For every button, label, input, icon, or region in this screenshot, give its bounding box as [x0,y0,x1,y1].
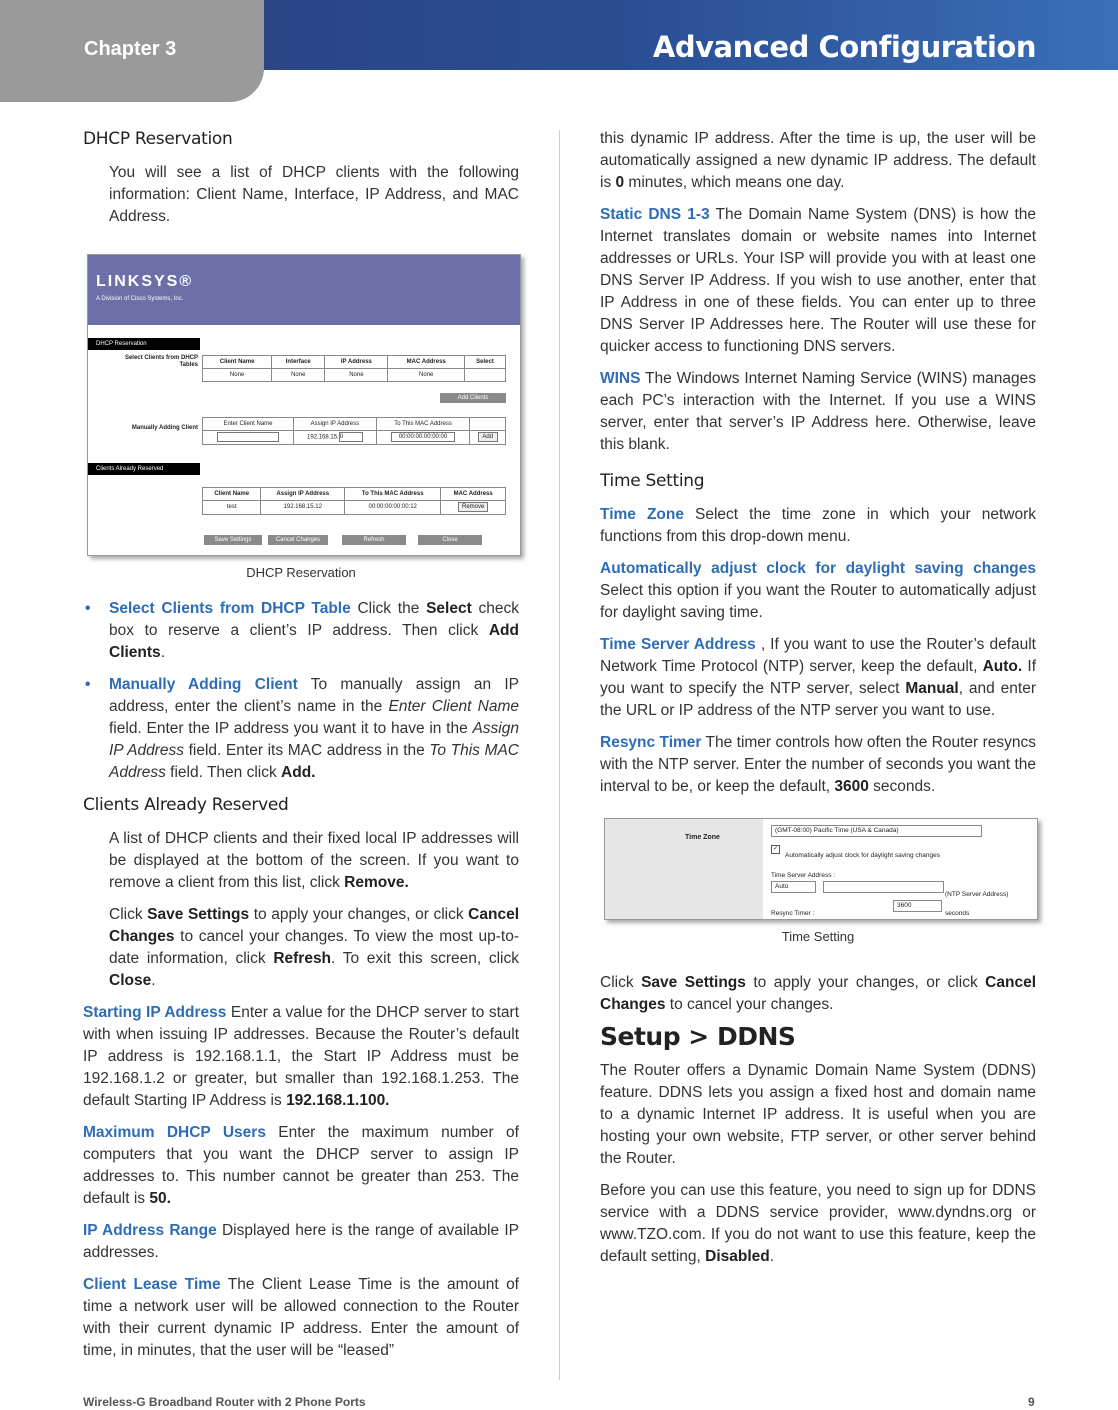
term-resync-timer: Resync Timer [600,734,702,751]
remove-button[interactable]: Remove [458,502,488,512]
heading-time-setting: Time Setting [600,471,705,491]
text: Enter the maximum number of computers that you want the DHCP server to assign IP addresses to. This number cannot be greater than 253. The default is [83,1124,519,1207]
chapter-label: Chapter 3 [84,38,177,60]
para-time-zone [600,504,1036,548]
add-clients-button[interactable]: Add Clients [440,393,506,403]
resync-timer-unit: seconds [945,910,970,917]
bar-dhcp-reservation: DHCP Reservation [88,338,200,350]
caption-time-setting: Time Setting [781,929,855,944]
term-wins: WINS [600,370,641,387]
cancel-changes-button[interactable]: Cancel Changes [268,535,328,545]
cell-add-button [470,431,506,445]
para-lease-time [83,1274,519,1362]
bold-text: Disabled [705,1248,770,1265]
text: If you want to specify the NTP server, select [600,658,1036,697]
col-select: Select [464,356,505,369]
label-time-zone: Time Zone [685,834,720,841]
text: . [769,1248,775,1265]
italic-text: Assign IP Address [109,720,519,759]
para-lease-cont [600,128,1036,194]
heading-clients-reserved: Clients Already Reserved [83,795,289,815]
col-res-mac: To This MAC Address [345,488,441,501]
cell-mac-input [376,431,470,445]
col-assign-ip: Assign IP Address [294,418,377,431]
text: field. Then click [165,764,282,781]
text: field. Enter its MAC address in the [183,742,430,759]
cell-ip-address: None [325,369,388,382]
text: The timer controls how often the Router resyncs with the NTP server. Enter the number of seconds you want the interval to be, or keep the default, [600,734,1036,795]
text: to apply your changes, or click [745,974,986,991]
para-time-server [600,634,1036,722]
time-server-label: Time Server Address : [771,872,836,879]
mac-address-input[interactable]: 00:00:00:00:00:00 [391,432,455,442]
text: this dynamic IP address. After the time is up, the user will be automatically assigned a new dynamic IP address. The default is [600,130,1036,191]
term-lease-time: Client Lease Time [83,1276,221,1293]
auto-adjust-label: Automatically adjust clock for daylight saving changes [785,852,940,859]
text: to apply your changes, or click [249,906,469,923]
cell-res-mac: 00:00:00:00:00:12 [345,501,441,515]
ntp-server-input[interactable] [823,881,944,893]
bold-text: Add. [281,764,316,781]
col-res-client-name: Client Name [203,488,261,501]
list-item [83,674,519,784]
col-res-assign-ip: Assign IP Address [261,488,345,501]
col-enter-client-name: Enter Client Name [203,418,294,431]
heading-setup-ddns: Setup > DDNS [600,1022,796,1051]
col-mac-address: MAC Address [388,356,465,369]
bold-text: Save Settings [641,974,746,991]
term-ip-range: IP Address Range [83,1222,217,1239]
bold-text: 0 [615,174,625,191]
bold-text: Remove. [344,874,409,891]
label-manually-adding: Manually Adding Client [131,425,198,431]
text: to cancel your changes. To view the most up-to-date information, click [109,928,519,967]
col-ip-address: IP Address [325,356,388,369]
text: check box to reserve a client’s IP address. Then click [109,600,519,639]
footer-product: Wireless-G Broadband Router with 2 Phone Ports [83,1395,366,1409]
text: The Domain Name System (DNS) is how the Internet translates domain or website names into Internet addresses or URLs. Your ISP will provide you with at least one DNS Server IP Address. If you wish to use another, enter that IP Address in one of these fields. You can enter up to three DNS Server IP Addresses here. The Router will use these for quicker access to functioning DNS servers. [600,206,1036,355]
caption-dhcp-reservation: DHCP Reservation [246,565,356,580]
para-static-dns [600,204,1036,358]
ip-last-octet-input[interactable]: 0 [339,432,363,442]
cell-select [464,369,505,382]
cell-mac-address: None [388,369,465,382]
para-ip-range [83,1220,519,1264]
bold-text: Select [426,600,472,617]
section-title: Advanced Configuration [652,30,1036,64]
bold-text: Cancel Changes [600,974,1037,1013]
bold-text: Cancel Changes [109,906,520,945]
text: Click [600,974,642,991]
left-column [83,128,519,1372]
client-name-input[interactable] [217,432,279,442]
text: , If you want to use the Router’s default Network Time Protocol (NTP) server, keep the default, [600,636,1036,675]
term-select-clients: Select Clients from DHCP Table [109,600,351,617]
term-auto-adjust: Automatically adjust clock for daylight saving changes [600,560,1036,577]
cell-interface: None [272,369,325,382]
text: Select the time zone in which your network functions from this drop-down menu. [600,506,1037,545]
para-auto-adjust [600,558,1036,624]
label-panel [605,819,763,919]
time-server-select[interactable]: Auto [771,881,816,893]
bold-text: Manual [905,680,959,697]
para-starting-ip [83,1002,519,1112]
linksys-subtitle: A Division of Cisco Systems, Inc. [96,296,184,302]
ntp-server-label: (NTP Server Address) [945,891,1009,898]
cell-res-ip: 192.168.15.12 [261,501,345,515]
text: . To exit this screen, click [331,950,519,967]
term-time-zone: Time Zone [600,506,684,523]
para-clients-list [83,828,519,894]
text: The Client Lease Time is the amount of time a network user will be allowed connection to the Router with their current dynamic IP address. Enter the amount of time, in minutes, that the user will be “leased” [83,1276,519,1359]
text: Click [109,906,148,923]
right-column [600,128,1036,1278]
bold-text: Close [109,972,152,989]
para-save-cancel-time [600,972,1036,1016]
cell-res-client-name: test [203,501,261,515]
text: field. Enter the IP address you want it to have in the [109,720,473,737]
text: , and enter the URL or IP address of the NTP server you want to use. [600,680,1036,719]
cell-res-remove [441,501,506,515]
italic-text: To This MAC Address [109,742,519,781]
term-static-dns: Static DNS 1-3 [600,206,710,223]
col-interface: Interface [272,356,325,369]
bold-text: 192.168.1.100. [286,1092,390,1109]
bold-text: Save Settings [147,906,250,923]
text: Enter a value for the DHCP server to start with when issuing IP addresses. Because the Router’s default IP address is 192.168.1.1, the Start IP Address must be 192.168.1.2 or greater, but smaller than 192.168.1.253. The default Starting IP Address is [83,1004,520,1109]
text: to cancel your changes. [665,996,834,1013]
text: . [151,972,156,989]
cell-client-name: None [203,369,272,382]
col-client-name: Client Name [203,356,272,369]
linksys-banner [88,255,520,325]
term-manually-adding: Manually Adding Client [109,676,298,693]
auto-adjust-checkbox[interactable]: ✓ [772,846,779,852]
text: . [160,644,165,661]
refresh-button[interactable]: Refresh [342,535,406,545]
text: Select this option if you want the Router to automatically adjust for daylight saving time. [600,582,1036,621]
linksys-logo: LINKSYS® [96,273,194,290]
text: Before you can use this feature, you need to sign up for DDNS service with a DDNS service provider, www.dyndns.org or www.TZO.com. If you do not want to use this feature, keep the default setting, [600,1182,1036,1265]
reserved-clients-table [202,487,506,515]
text: Click the [350,600,427,617]
save-settings-button[interactable]: Save Settings [204,535,262,545]
cell-ip-input [294,431,377,445]
text: The Windows Internet Naming Service (WINS) manages each PC’s interaction with the Internet. If you use a WINS server, enter that server’s IP Address here. Otherwise, leave this blank. [600,370,1036,453]
bold-text: Refresh [273,950,332,967]
cell-client-name-input [203,431,294,445]
term-time-server: Time Server Address [600,636,756,653]
col-blank [470,418,506,431]
bold-text: Auto. [982,658,1023,675]
term-max-users: Maximum DHCP Users [83,1124,266,1141]
text: seconds. [868,778,936,795]
resync-timer-input[interactable]: 3600 [893,900,942,912]
dhcp-intro: You will see a list of DHCP clients with the following information: Client Name, Interface, IP Address, and MAC Address. [109,164,519,225]
add-button[interactable]: Add [478,432,498,442]
bold-text: 50. [149,1190,171,1207]
manual-client-table [202,417,506,445]
col-mac: To This MAC Address [376,418,470,431]
bar-clients-reserved: Clients Already Reserved [88,463,200,475]
para-ddns-signup [600,1180,1036,1268]
resync-timer-label: Resync Timer : [771,910,815,917]
para-save-cancel [83,904,519,992]
para-resync-timer [600,732,1036,798]
time-zone-select[interactable]: (GMT-08:00) Pacific Time (USA & Canada) [771,825,982,837]
list-item [83,598,519,664]
para-max-users [83,1122,519,1210]
close-button[interactable]: Close [418,535,482,545]
para-ddns-intro: The Router offers a Dynamic Domain Name System (DDNS) feature. DDNS lets you assign a fixed host and domain name to a dynamic Internet IP address. It is useful when you are hosting your own website, FTP server, or other server behind the Router. [600,1062,1036,1167]
italic-text: Enter Client Name [388,698,520,715]
bold-text: 3600 [834,778,869,795]
text: Displayed here is the range of available IP addresses. [83,1222,519,1261]
time-setting-screenshot [604,818,1038,920]
ip-prefix: 192.168.15. [307,434,339,441]
col-res-mac-address: MAC Address [441,488,506,501]
dhcp-options-list [83,598,519,784]
bold-text: Add Clients [109,622,519,661]
para-wins [600,368,1036,456]
text: A list of DHCP clients and their fixed local IP addresses will be displayed at the bottom of the screen. If you want to remove a client from this list, click [109,830,519,891]
text: To manually assign an IP address, enter the client’s name in the [109,676,519,715]
page-number: 9 [1028,1395,1035,1409]
heading-dhcp-reservation: DHCP Reservation [83,129,233,149]
label-select-clients: Select Clients from DHCP Tables [124,355,198,368]
text: minutes, which means one day. [624,174,845,191]
dhcp-clients-table [202,355,506,382]
dhcp-reservation-screenshot [87,254,521,556]
column-divider [559,130,560,1380]
term-starting-ip: Starting IP Address [83,1004,227,1021]
